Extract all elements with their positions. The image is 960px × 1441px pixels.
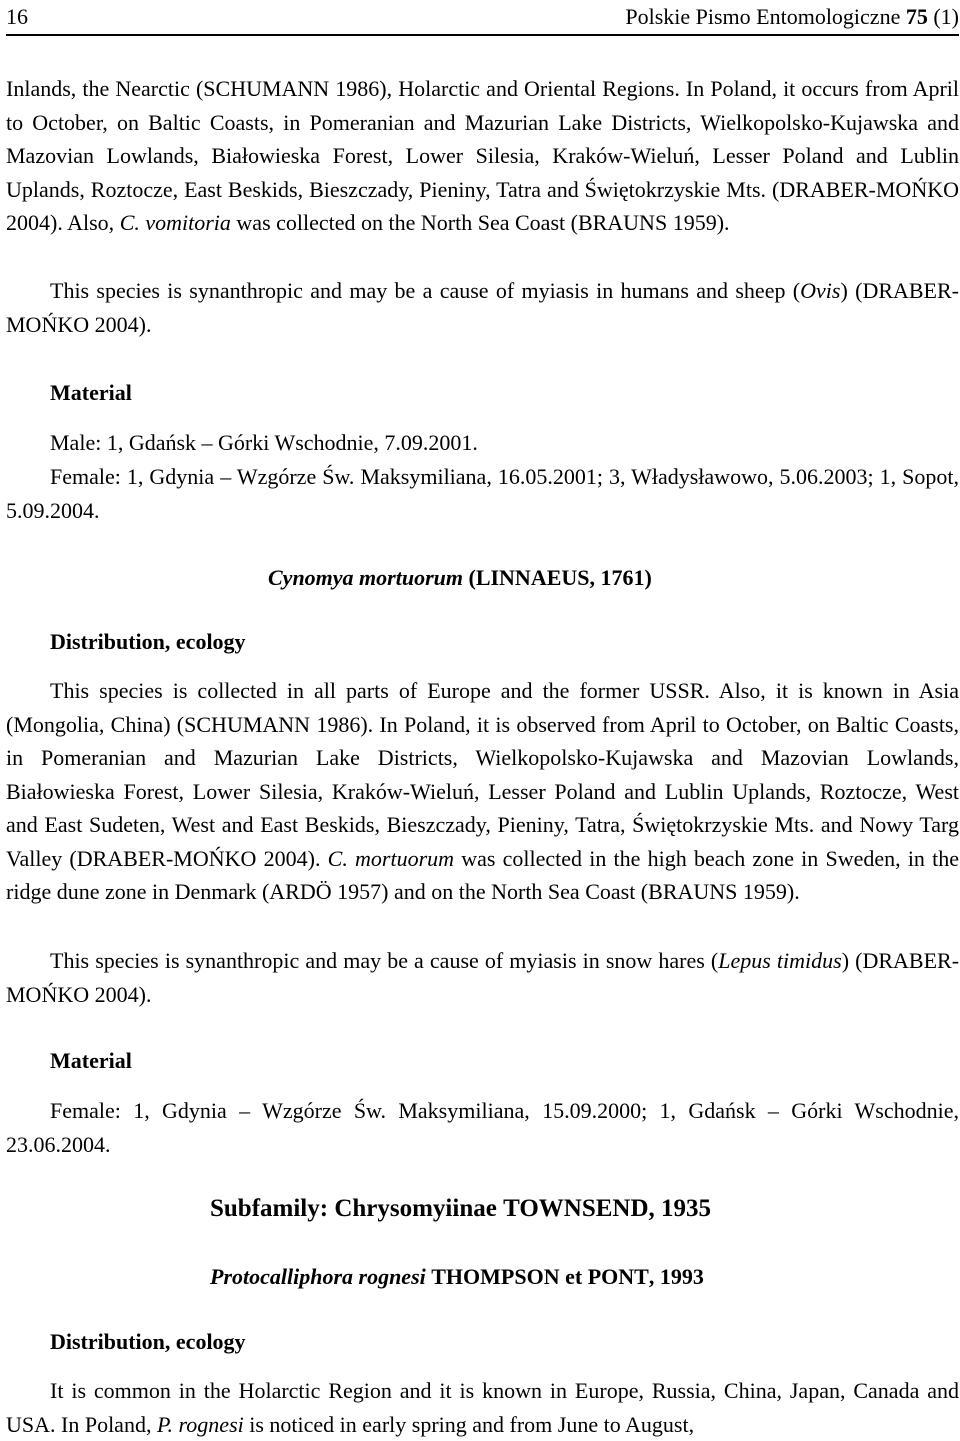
distribution-heading: Distribution, ecology bbox=[50, 629, 246, 654]
author-citation: PONT bbox=[587, 1264, 649, 1289]
ecology-paragraph-1: This species is synanthropic and may be a cause of myiasis in humans and sheep (Ovis) (DRABER-MOŃKO 2004). bbox=[6, 278, 959, 337]
distribution-paragraph-2: This species is collected in all parts of Europe and the former USSR. Also, it is known in Asia (Mongolia, China) (SCHUMANN 1986). In Poland, it is observed from April to October, on Baltic Coasts, in Pomeranian and Mazurian Lake Districts, Wielkopolsko-Kujawska and Mazovian Lowlands, Białowieska Forest, Lower Silesia, Kraków-Wieluń, Lesser Poland and Lublin Uplands, Roztocze, West and East Sudeten, West and East Beskids, Bieszczady, Pieniny, Tatra, Świętokrzyskie Mts. and Nowy Targ Valley (DRABER-MOŃKO 2004). C. mortuorum was collected in the high beach zone in Sweden, in the ridge dune zone in Denmark (ARDÖ 1957) and on the North Sea Coast (BRAUNS 1959). bbox=[6, 678, 960, 904]
author-citation: SCHUMANN bbox=[184, 711, 311, 737]
author-citation: THOMPSON bbox=[431, 1264, 560, 1289]
author-citation: TOWNSEND bbox=[503, 1195, 649, 1222]
author-citation: SCHUMANN bbox=[203, 76, 330, 101]
distribution-paragraph-1: Inlands, the Nearctic (SCHUMANN 1986), Holarctic and Oriental Regions. In Poland, it occurs from April to October, on Baltic Coasts, in Pomeranian and Mazurian Lake Districts, Wielkopolsko-Kujawska and Mazovian Lowlands, Białowieska Forest, Lower Silesia, Kraków-Wieluń, Lesser Poland and Lublin Uplands, Roztocze, East Beskids, Bieszczady, Pieniny, Tatra and Świętokrzyskie Mts. (DRABER-MOŃKO 2004). Also, C. vomitoria was collected on the North Sea Coast (BRAUNS 1959). bbox=[6, 76, 960, 235]
material-heading: Material bbox=[50, 380, 132, 405]
genus-name: Ovis bbox=[800, 278, 841, 303]
author-citation: BRAUNS bbox=[648, 879, 738, 904]
material-heading: Material bbox=[50, 1048, 132, 1073]
material-female: Female: 1, Gdynia – Wzgórze Św. Maksymiliana, 16.05.2001; 3, Władysławowo, 5.06.2003; 1, Sopot, 5.09.2004. bbox=[6, 464, 959, 523]
species-name: Lepus timidus bbox=[718, 948, 842, 973]
distribution-heading: Distribution, ecology bbox=[50, 1329, 246, 1354]
ecology-paragraph-2: This species is synanthropic and may be a cause of myiasis in snow hares (Lepus timidus) (DRABER-MOŃKO 2004). bbox=[6, 948, 960, 1007]
running-header bbox=[6, 0, 959, 36]
author-citation: LINNAEUS bbox=[475, 565, 590, 590]
author-citation: ARDÖ bbox=[269, 879, 332, 904]
species-abbrev: C. mortuorum bbox=[327, 845, 455, 871]
author-citation: DRABER-MOŃKO bbox=[76, 845, 257, 871]
species-abbrev: P. rognesi bbox=[156, 1411, 244, 1437]
material-female: Female: 1, Gdynia – Wzgórze Św. Maksymiliana, 15.09.2000; 1, Gdańsk – Górki Wschodnie, 23.06.2004. bbox=[6, 1098, 959, 1157]
page-number: 16 bbox=[6, 4, 28, 29]
species-heading: Protocalliphora rognesi THOMPSON et PONT, 1993 bbox=[210, 1264, 704, 1289]
subfamily-heading: Subfamily: Chrysomyiinae TOWNSEND, 1935 bbox=[210, 1195, 712, 1222]
species-heading: Cynomya mortuorum (LINNAEUS, 1761) bbox=[268, 565, 652, 590]
journal-citation bbox=[625, 2, 959, 32]
species-abbrev: C. vomitoria bbox=[119, 210, 231, 235]
species-name: Protocalliphora rognesi bbox=[210, 1264, 426, 1289]
material-male: Male: 1, Gdańsk – Górki Wschodnie, 7.09.2001. bbox=[50, 430, 478, 455]
author-citation: DRABER-MOŃKO bbox=[6, 278, 959, 337]
author-citation: DRABER-MOŃKO bbox=[779, 176, 959, 202]
journal-volume: 75 bbox=[905, 4, 928, 29]
author-citation: DRABER-MOŃKO bbox=[6, 948, 960, 1007]
author-citation: BRAUNS bbox=[577, 210, 668, 235]
distribution-paragraph-3: It is common in the Holarctic Region and it is known in Europe, Russia, China, Japan, Canada and USA. In Poland, P. rognesi is noticed in early spring and from June to August, bbox=[6, 1378, 959, 1437]
journal-name: Polskie Pismo Entomologiczne bbox=[625, 4, 901, 29]
species-name: Cynomya mortuorum bbox=[268, 565, 463, 590]
journal-issue: (1) bbox=[933, 4, 959, 29]
